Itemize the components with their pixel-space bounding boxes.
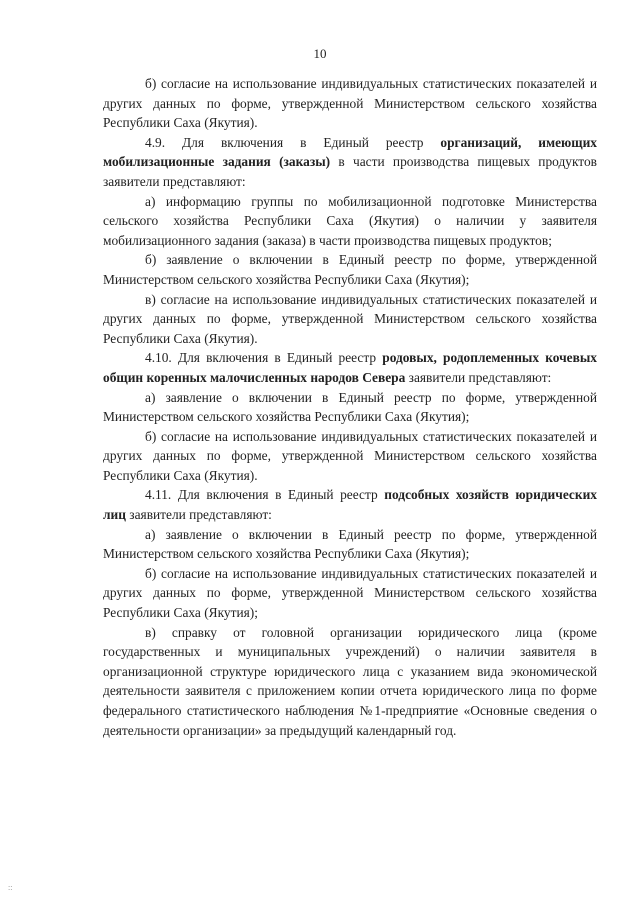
- paragraph: а) заявление о включении в Единый реестр по форме, утвержденной Министерством сельского хозяйства Республики Саха (Якутия);: [103, 389, 597, 425]
- scan-mark: ::: [8, 883, 13, 892]
- paragraph-bold-text: подсобных хозяйств юридических лиц: [103, 487, 597, 523]
- paragraph-text: заявители представляют:: [405, 369, 552, 385]
- page-number: 10: [313, 46, 327, 61]
- paragraph: б) согласие на использование индивидуальных статистических показателей и других данных по форме, утвержденной Министерством сельского хозяйства Республики Саха (Якутия).: [103, 76, 597, 131]
- paragraph: в) согласие на использование индивидуальных статистических показателей и других данных по форме, утвержденной Министерством сельского хозяйства Республики Саха (Якутия).: [103, 291, 597, 346]
- paragraph-text: в части производства пищевых продуктов заявители представляют:: [103, 154, 597, 189]
- paragraph: б) заявление о включении в Единый реестр по форме, утвержденной Министерством сельского хозяйства Республики Саха (Якутия);: [103, 252, 597, 287]
- paragraph: а) заявление о включении в Единый реестр по форме, утвержденной Министерством сельского хозяйства Республики Саха (Якутия);: [103, 526, 597, 562]
- paragraph-text: 4.11. Для включения в Единый реестр: [145, 487, 385, 503]
- paragraph: [103, 133, 597, 192]
- paragraph: в) справку от головной организации юридического лица (кроме государственных и муниципальных учреждений) о наличии заявителя в организационной структуре юридического лица с указанием вида экономической деятельности заявителя с приложением копии отчета юридического лица по форме федерального статистического наблюдения №1-предприятие «Основные сведения о деятельности организации» за предыдущий календарный год.: [103, 624, 597, 738]
- paragraph: б) согласие на использование индивидуальных статистических показателей и других данных по форме, утвержденной Министерством сельского хозяйства Республики Саха (Якутия).: [103, 428, 597, 483]
- paragraph-text: 4.9. Для включения в Единый реестр: [145, 134, 441, 150]
- paragraph: а) информацию группы по мобилизационной подготовке Министерства сельского хозяйства Республики Саха (Якутия) о наличии у заявителя мобилизационного задания (заказа) в части производства пищевых продуктов;: [103, 193, 597, 248]
- paragraph-bold-text: родовых, родоплеменных кочевых общин коренных малочисленных народов Севера: [103, 350, 597, 385]
- paragraph: [103, 485, 597, 524]
- document-body: [103, 74, 597, 740]
- paragraph-bold-text: организаций, имеющих мобилизационные задания (заказы): [103, 134, 597, 170]
- paragraph: б) согласие на использование индивидуальных статистических показателей и других данных по форме, утвержденной Министерством сельского хозяйства Республики Саха (Якутия);: [103, 565, 597, 621]
- paragraph: [103, 348, 597, 387]
- paragraph-text: заявители представляют:: [125, 507, 272, 523]
- paragraph-text: 4.10. Для включения в Единый реестр: [145, 350, 383, 366]
